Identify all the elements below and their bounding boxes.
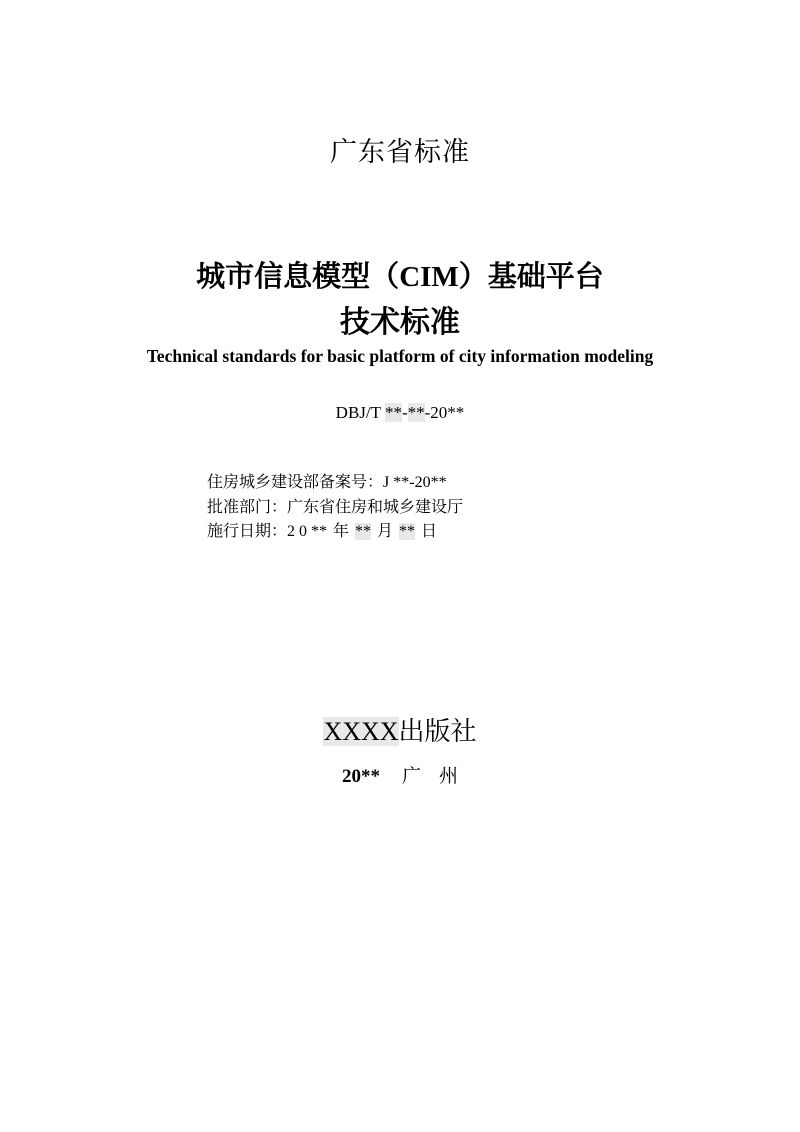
effective-date-label: 施行日期： [207, 521, 288, 540]
title-line-2: 技术标准 [340, 305, 460, 340]
title-line-1-prefix: 城市信息模型（ [196, 259, 400, 293]
standard-code-part2: ** [407, 403, 425, 422]
record-number-label: 住房城乡建设部备案号： [207, 472, 384, 491]
english-title: Technical standards for basic platform of city information modeling [146, 346, 654, 366]
approval-department-value: 广东省住房和城乡建设厅 [287, 497, 464, 516]
effective-date-day-unit: 日 [421, 521, 438, 540]
effective-date-day: ** [399, 523, 416, 540]
record-number-value: J **-20** [383, 474, 447, 491]
title-line-1 [0, 254, 800, 295]
effective-date-month: ** [355, 523, 372, 540]
effective-date-month-unit: 月 [377, 521, 394, 540]
standard-code-dash: - [401, 403, 408, 422]
title-line-1-latin: CIM [399, 261, 459, 293]
publisher-name-placeholder: XXXX [323, 717, 399, 746]
approval-department-row [207, 495, 463, 519]
publication-city-char-1: 广 [401, 765, 421, 787]
metadata-block [207, 470, 463, 544]
record-number-row [207, 470, 463, 495]
approval-department-label: 批准部门： [207, 497, 288, 516]
publication-year: 20** [341, 766, 380, 787]
standard-code [0, 403, 800, 423]
title-line-1-suffix: ）基础平台 [458, 259, 604, 293]
standard-type-heading: 广东省标准 [330, 137, 470, 168]
effective-date-year: 2 0 ** [287, 523, 328, 540]
effective-date-year-unit: 年 [333, 521, 350, 540]
publisher-name-suffix: 出版社 [398, 717, 477, 747]
standard-code-suffix: -20** [424, 403, 465, 422]
publication-year-place [0, 761, 800, 788]
standard-code-part1: ** [384, 403, 402, 422]
effective-date-row [207, 519, 463, 544]
standard-code-prefix: DBJ/T [335, 403, 385, 422]
publisher [0, 711, 800, 748]
publication-city-char-2: 州 [439, 765, 459, 787]
